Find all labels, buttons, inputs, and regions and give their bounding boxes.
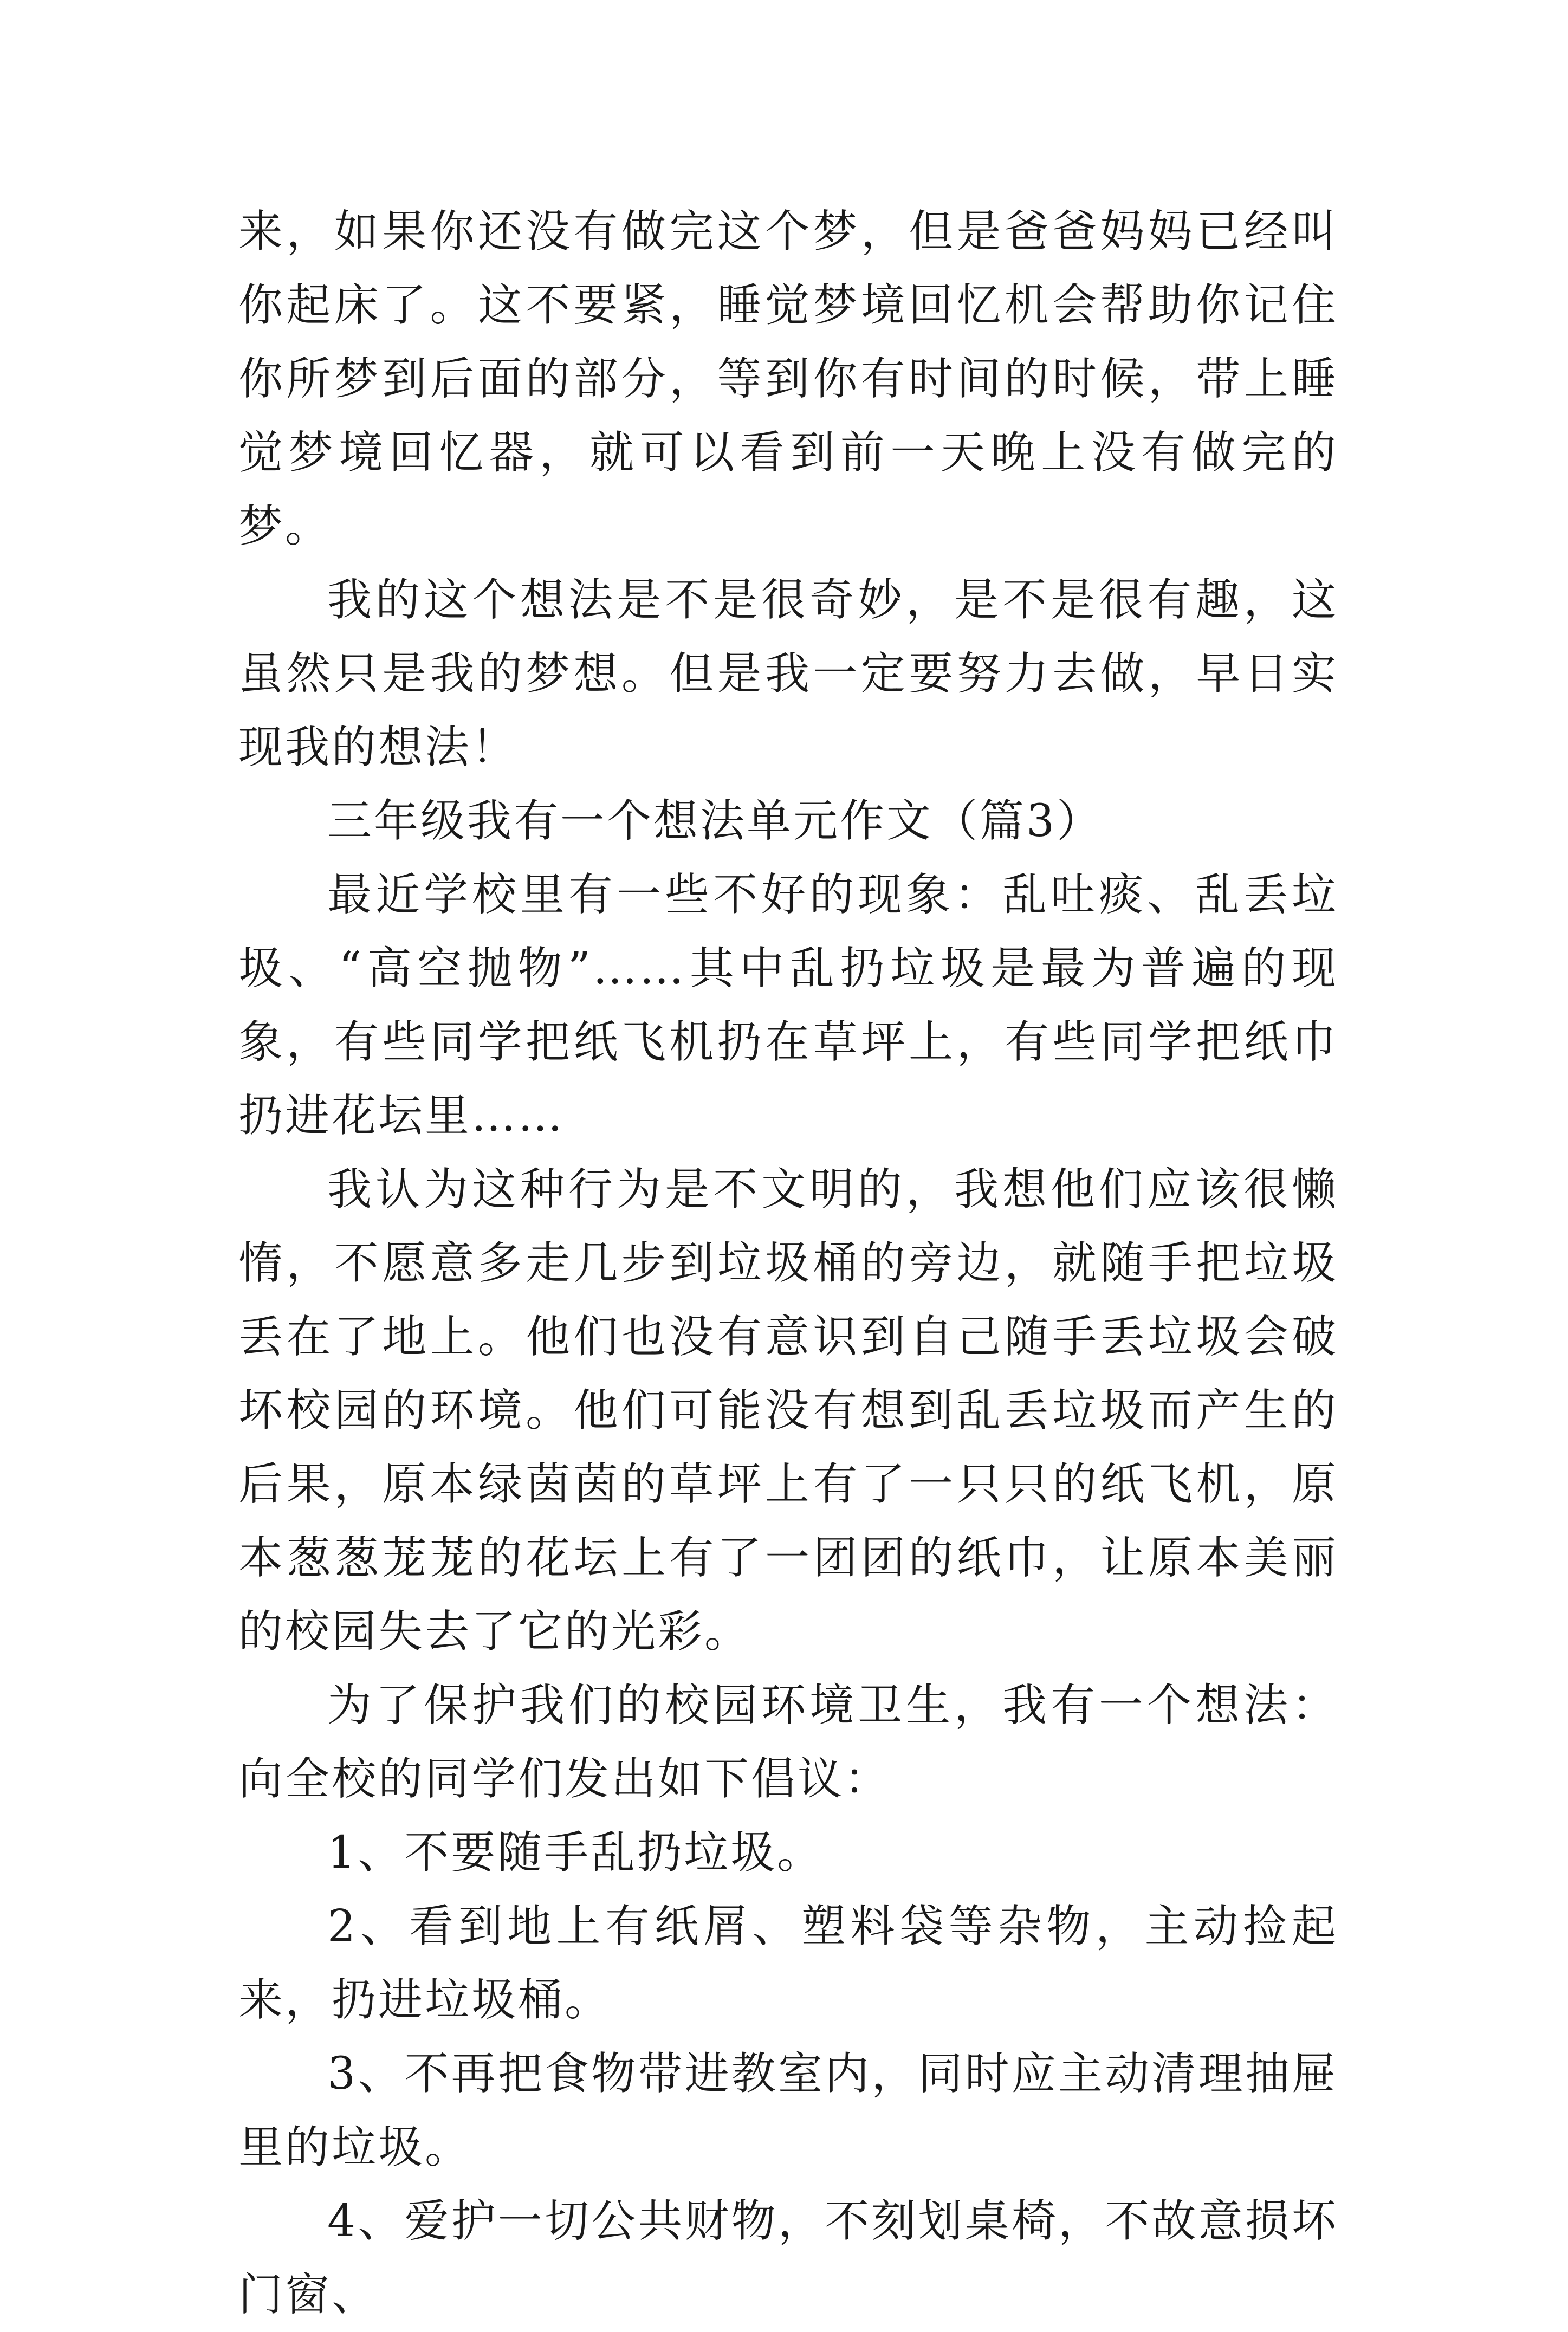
document-body (238, 195, 1338, 2332)
paragraph: 来，如果你还没有做完这个梦，但是爸爸妈妈已经叫你起床了。这不要紧，睡觉梦境回忆机会帮助你记住你所梦到后面的部分，等到你有时间的时候，带上睡觉梦境回忆器，就可以看到前一天晚上没有做完的梦。 (238, 206, 1338, 552)
paragraph: 为了保护我们的校园环境卫生，我有一个想法：向全校的同学们发出如下倡议： (238, 1680, 1338, 1805)
paragraph: 我的这个想法是不是很奇妙，是不是很有趣，这虽然只是我的梦想。但是我一定要努力去做，早日实现我的想法！ (238, 574, 1338, 773)
paragraph: 我认为这种行为是不文明的，我想他们应该很懒惰，不愿意多走几步到垃圾桶的旁边，就随手把垃圾丢在了地上。他们也没有意识到自己随手丢垃圾会破坏校园的环境。他们可能没有想到乱丢垃圾而产生的后果，原本绿茵茵的草坪上有了一只只的纸飞机，原本葱葱茏茏的花坛上有了一团团的纸巾，让原本美丽的校园失去了它的光彩。 (238, 1164, 1338, 1657)
section-heading: 三年级我有一个想法单元作文（篇3） (327, 795, 1104, 847)
list-item: 2、看到地上有纸屑、塑料袋等杂物，主动捡起来，扔进垃圾桶。 (238, 1901, 1338, 2026)
list-item: 4、爱护一切公共财物，不刻划桌椅，不故意损坏门窗、 (238, 2195, 1338, 2321)
paragraph: 最近学校里有一些不好的现象：乱吐痰、乱丢垃圾、“高空抛物”……其中乱扔垃圾是最为普遍的现象，有些同学把纸飞机扔在草坪上，有些同学把纸巾扔进花坛里…… (238, 869, 1338, 1142)
list-item: 3、不再把食物带进教室内，同时应主动清理抽屉里的垃圾。 (238, 2048, 1338, 2173)
list-item: 1、不要随手乱扔垃圾。 (327, 1827, 824, 1878)
